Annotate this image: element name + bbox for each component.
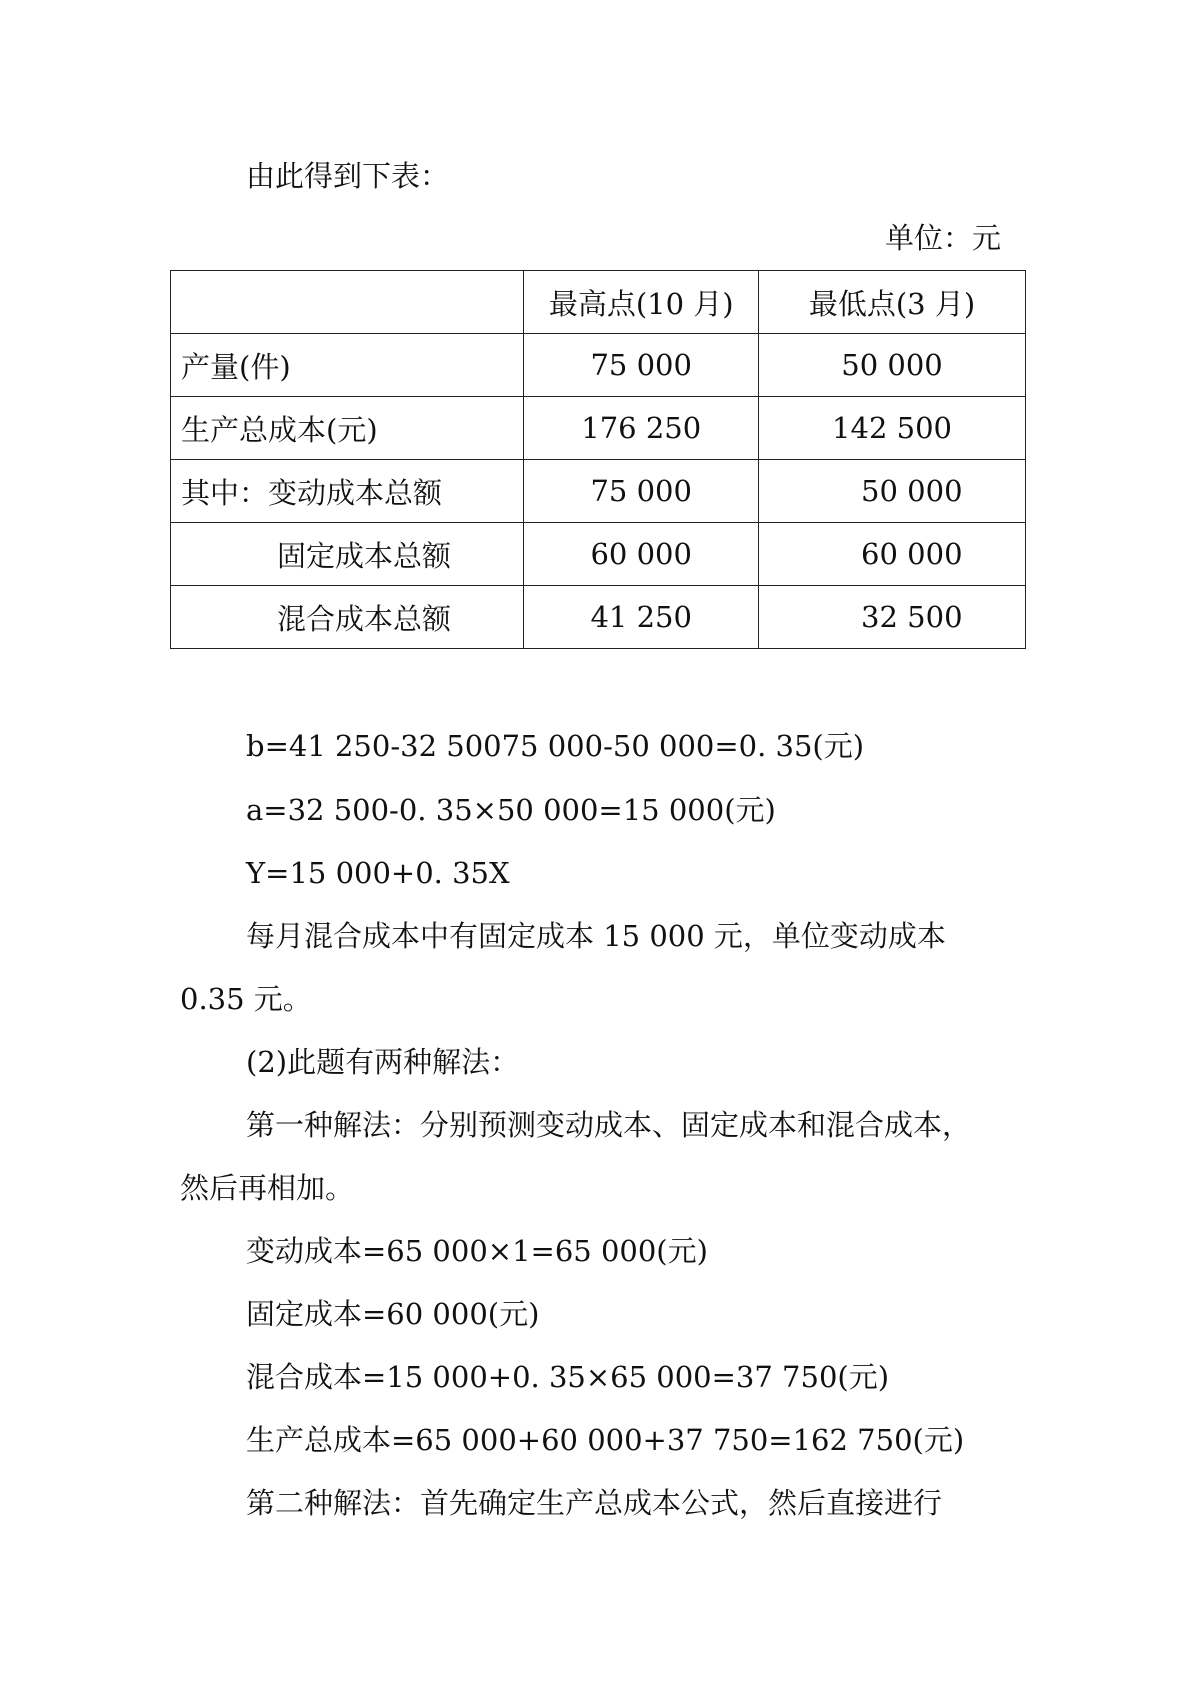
table-header-cell: 最高点(10 月) (524, 271, 759, 334)
table-cell: 产量(件) (171, 334, 524, 397)
table-cell: 75 000 (524, 460, 759, 523)
formula-total-cost: 生产总成本=65 000+60 000+37 750=162 750(元) (246, 1423, 965, 1457)
cost-table (170, 270, 1026, 649)
table-row (171, 460, 1026, 523)
paragraph-line: 第二种解法：首先确定生产总成本公式，然后直接进行 (246, 1486, 943, 1520)
table-cell: 32 500 (759, 586, 1026, 649)
table-cell: 50 000 (759, 460, 1026, 523)
table-cell: 60 000 (759, 523, 1026, 586)
formula-b: b=41 250-32 50075 000-50 000=0. 35(元) (246, 729, 865, 763)
table-cell: 混合成本总额 (171, 586, 524, 649)
paragraph-line: 每月混合成本中有固定成本 15 000 元，单位变动成本 (246, 919, 946, 953)
formula-y: Y=15 000+0. 35X (246, 856, 510, 890)
formula-fixed-cost: 固定成本=60 000(元) (246, 1297, 540, 1331)
paragraph-line: 然后再相加。 (180, 1171, 355, 1205)
table-row (171, 586, 1026, 649)
paragraph-line: 第一种解法：分别预测变动成本、固定成本和混合成本， (246, 1108, 972, 1142)
formula-mixed-cost: 混合成本=15 000+0. 35×65 000=37 750(元) (246, 1360, 890, 1394)
table-cell: 60 000 (524, 523, 759, 586)
table-cell: 50 000 (759, 334, 1026, 397)
intro-text: 由此得到下表： (246, 159, 450, 193)
table-header-cell: 最低点(3 月) (759, 271, 1026, 334)
table-row (171, 523, 1026, 586)
formula-variable-cost: 变动成本=65 000×1=65 000(元) (246, 1234, 708, 1268)
table-cell: 41 250 (524, 586, 759, 649)
table-cell: 生产总成本(元) (171, 397, 524, 460)
table-row (171, 334, 1026, 397)
table-cell: 固定成本总额 (171, 523, 524, 586)
table-header-cell (171, 271, 524, 334)
formula-a: a=32 500-0. 35×50 000=15 000(元) (246, 793, 776, 827)
table-row (171, 397, 1026, 460)
paragraph-line: (2)此题有两种解法： (246, 1045, 520, 1079)
table-cell: 142 500 (759, 397, 1026, 460)
unit-label: 单位：元 (884, 221, 1001, 255)
paragraph-line: 0.35 元。 (180, 982, 312, 1016)
table-cell: 176 250 (524, 397, 759, 460)
table-header-row (171, 271, 1026, 334)
table-cell: 75 000 (524, 334, 759, 397)
table-cell: 其中：变动成本总额 (171, 460, 524, 523)
